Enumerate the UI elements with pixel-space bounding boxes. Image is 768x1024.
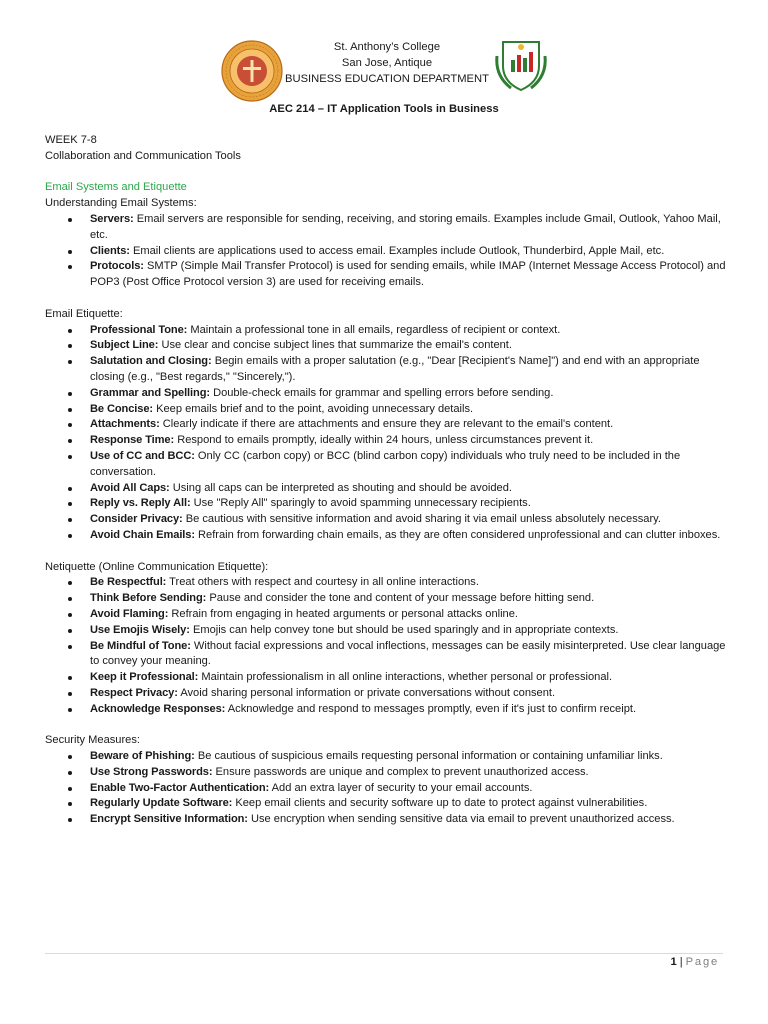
item-term: Servers: — [90, 212, 134, 225]
item-term: Professional Tone: — [90, 323, 188, 336]
item-description: Treat others with respect and courtesy in all online interactions. — [169, 576, 479, 589]
department-name: BUSINESS EDUCATION DEPARTMENT — [285, 73, 489, 85]
topic-label: Collaboration and Communication Tools — [45, 149, 241, 162]
item-description: Emojis can help convey tone but should be used sparingly and in appropriate contexts. — [192, 623, 619, 636]
item-term: Think Before Sending: — [90, 592, 207, 605]
list-item — [45, 591, 735, 607]
item-term: Protocols: — [90, 260, 144, 273]
list-item — [45, 259, 735, 291]
list-item — [45, 212, 735, 244]
item-term: Use Strong Passwords: — [90, 765, 213, 778]
item-term: Avoid All Caps: — [90, 481, 170, 494]
item-description: Add an extra layer of security to your email accounts. — [271, 781, 533, 794]
list-item — [45, 323, 735, 339]
list-item — [45, 481, 735, 497]
list-item — [45, 749, 735, 765]
item-term: Use Emojis Wisely: — [90, 623, 190, 636]
item-description: SMTP (Simple Mail Transfer Protocol) is used for sending emails, while IMAP (Internet Message Access Protocol) and POP3 (Post Office Protocol version 3) are used for receiving emails. — [90, 260, 726, 289]
list-item — [45, 433, 735, 449]
section-title: Email Systems and Etiquette — [45, 181, 187, 194]
list-item — [45, 417, 735, 433]
document-header — [0, 36, 768, 92]
list-item — [45, 575, 735, 591]
item-description: Be cautious of suspicious emails requesting personal information or containing unfamiliar links. — [197, 750, 663, 763]
item-term: Keep it Professional: — [90, 671, 199, 684]
item-description: Maintain professionalism in all online interactions, whether personal or professional. — [201, 671, 613, 684]
security-list — [45, 749, 735, 828]
week-label: WEEK 7-8 — [45, 134, 97, 146]
netiquette-heading: Netiquette (Online Communication Etiquette): — [45, 560, 269, 573]
list-item — [45, 781, 735, 797]
college-name: St. Anthony’s College — [333, 41, 441, 53]
item-description: Begin emails with a proper salutation (e.g., "Dear [Recipient's Name]") and end with an appropriate closing (e.g., "Best regards," "Sincerely,"). — [90, 355, 700, 383]
college-location: San Jose, Antique — [341, 57, 433, 69]
list-item — [45, 244, 735, 260]
page-footer — [671, 956, 719, 968]
item-description: Keep email clients and security software up to date to protect against vulnerabilities. — [235, 797, 648, 810]
item-description: Maintain a professional tone in all emails, regardless of recipient or context. — [190, 323, 561, 336]
item-description: Use encryption when sending sensitive data via email to prevent unauthorized access. — [250, 813, 675, 826]
item-term: Respect Privacy: — [90, 686, 178, 699]
item-description: Clearly indicate if there are attachments and ensure they are relevant to the email's content. — [162, 418, 614, 431]
etiquette-heading: Email Etiquette: — [45, 307, 123, 320]
item-term: Reply vs. Reply All: — [90, 497, 191, 510]
list-item — [45, 338, 735, 354]
item-description: Email servers are responsible for sending, receiving, and storing emails. Examples include Gmail, Outlook, Yahoo Mail, etc. — [90, 212, 721, 241]
college-seal-logo — [221, 40, 283, 102]
item-term: Consider Privacy: — [90, 513, 183, 526]
page-number: 1 — [670, 956, 677, 968]
item-description: Keep emails brief and to the point, avoiding unnecessary details. — [156, 402, 474, 415]
list-item — [45, 796, 735, 812]
list-item — [45, 623, 735, 639]
list-item — [45, 812, 735, 828]
item-term: Grammar and Spelling: — [90, 386, 210, 399]
item-term: Avoid Flaming: — [90, 607, 169, 620]
understanding-list — [45, 212, 735, 291]
institution-info — [284, 39, 490, 87]
item-term: Attachments: — [90, 418, 160, 431]
item-description: Ensure passwords are unique and complex to prevent unauthorized access. — [215, 765, 589, 778]
document-body — [45, 133, 735, 828]
item-term: Salutation and Closing: — [90, 355, 212, 368]
footer-divider — [45, 953, 723, 954]
item-description: Without facial expressions and vocal inflections, messages can be easily misinterpreted. Use clear language to convey your meaning. — [90, 639, 726, 668]
item-description: Acknowledge and respond to messages promptly, even if it's just to confirm receipt. — [227, 702, 637, 715]
course-title: AEC 214 – IT Application Tools in Business — [269, 103, 499, 115]
list-item — [45, 702, 735, 718]
security-heading: Security Measures: — [45, 734, 140, 747]
item-term: Beware of Phishing: — [90, 750, 195, 763]
item-description: Respond to emails promptly, ideally within 24 hours, unless circumstances prevent it. — [177, 434, 594, 447]
list-item — [45, 670, 735, 686]
list-item — [45, 607, 735, 623]
list-item — [45, 449, 735, 481]
item-term: Response Time: — [90, 434, 175, 447]
item-term: Be Concise: — [90, 402, 154, 415]
item-term: Acknowledge Responses: — [90, 702, 226, 715]
item-description: Double-check emails for grammar and spelling errors before sending. — [213, 386, 554, 399]
item-description: Use "Reply All" sparingly to avoid spamming unnecessary recipients. — [193, 497, 531, 510]
item-term: Be Mindful of Tone: — [90, 639, 191, 652]
list-item — [45, 686, 735, 702]
understanding-heading: Understanding Email Systems: — [45, 197, 197, 210]
item-description: Refrain from forwarding chain emails, as they are often considered unprofessional and can clutter inboxes. — [198, 528, 721, 541]
list-item — [45, 354, 735, 386]
item-term: Encrypt Sensitive Information: — [90, 813, 248, 826]
item-term: Enable Two-Factor Authentication: — [90, 781, 270, 794]
item-description: Email clients are applications used to access email. Examples include Outlook, Thunderbird, Apple Mail, etc. — [132, 244, 665, 257]
netiquette-list — [45, 575, 735, 717]
list-item — [45, 528, 735, 544]
footer-separator: | — [679, 956, 683, 968]
list-item — [45, 512, 735, 528]
item-description: Use clear and concise subject lines that summarize the email's content. — [161, 339, 512, 352]
page-label: Page — [685, 956, 719, 968]
etiquette-list — [45, 323, 735, 544]
item-description: Only CC (carbon copy) or BCC (blind carbon copy) individuals who truly need to be included in the conversation. — [90, 449, 681, 478]
list-item — [45, 402, 735, 418]
item-term: Clients: — [90, 244, 130, 257]
item-description: Refrain from engaging in heated arguments or personal attacks online. — [171, 607, 518, 620]
item-term: Use of CC and BCC: — [90, 449, 195, 462]
item-description: Pause and consider the tone and content of your message before hitting send. — [209, 592, 595, 605]
department-logo — [493, 36, 549, 94]
item-description: Avoid sharing personal information or private conversations without consent. — [180, 686, 556, 699]
item-term: Regularly Update Software: — [90, 797, 233, 810]
list-item — [45, 639, 735, 671]
item-term: Avoid Chain Emails: — [90, 528, 195, 541]
list-item — [45, 765, 735, 781]
item-description: Be cautious with sensitive information and avoid sharing it via email unless absolutely necessary. — [185, 513, 661, 526]
list-item — [45, 386, 735, 402]
item-description: Using all caps can be interpreted as shouting and should be avoided. — [172, 481, 512, 494]
item-term: Subject Line: — [90, 339, 159, 352]
list-item — [45, 496, 735, 512]
item-term: Be Respectful: — [90, 576, 167, 589]
